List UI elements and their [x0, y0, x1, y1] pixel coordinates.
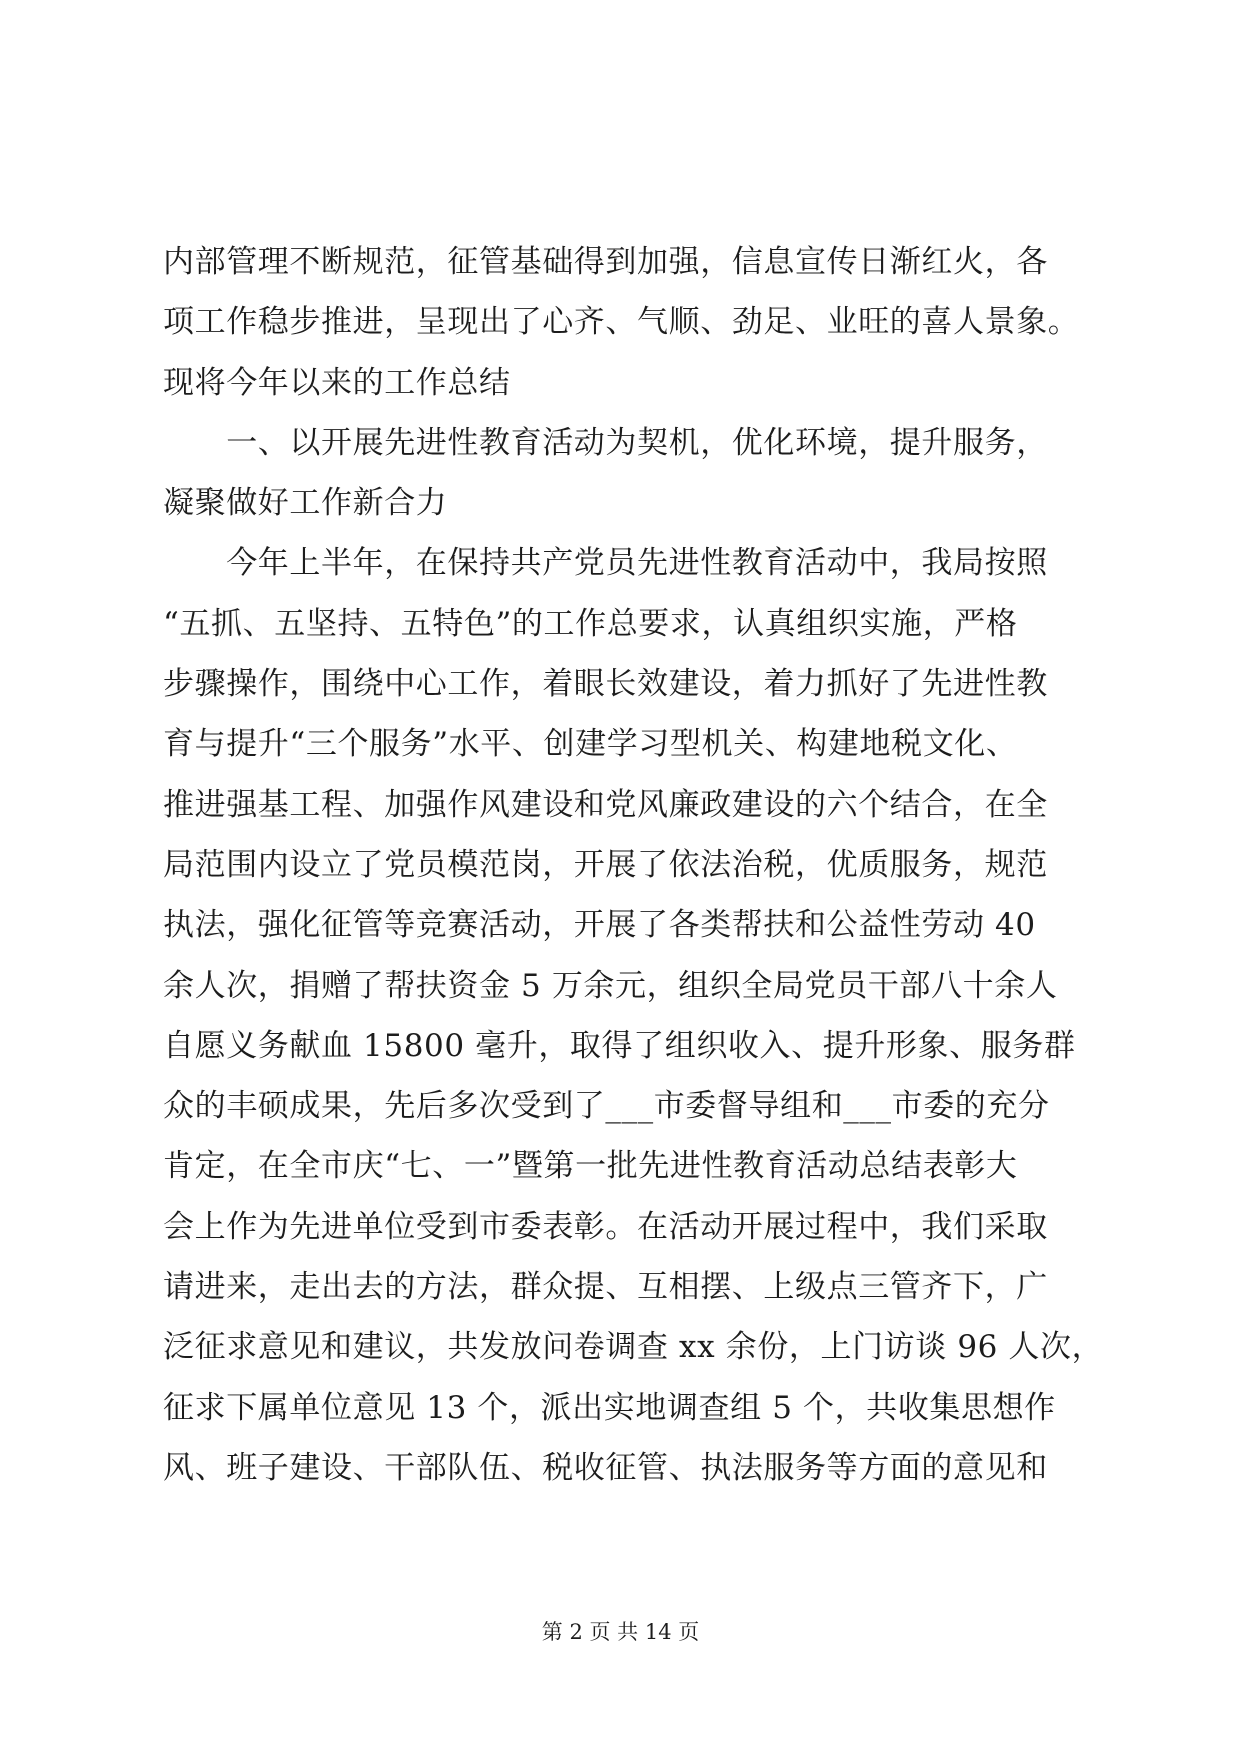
text-line: 自愿义务献血 15800 毫升，取得了组织收入、提升形象、服务群	[163, 1027, 1076, 1064]
text-line: 局范围内设立了党员模范岗，开展了依法治税，优质服务，规范	[163, 846, 1048, 883]
text-line: 泛征求意见和建议，共发放问卷调查 xx 余份，上门访谈 96 人次，	[163, 1329, 1104, 1366]
text-line: 项工作稳步推进，呈现出了心齐、气顺、劲足、业旺的喜人景象。	[163, 304, 1080, 341]
text-line: 执法，强化征管等竞赛活动，开展了各类帮扶和公益性劳动 40	[163, 907, 1036, 944]
text-line: 请进来，走出去的方法，群众提、互相摆、上级点三管齐下，广	[163, 1269, 1048, 1306]
text-line: 现将今年以来的工作总结	[163, 364, 511, 401]
text-line: 余人次，捐赠了帮扶资金 5 万余元，组织全局党员干部八十余人	[163, 967, 1058, 1004]
section-heading: 凝聚做好工作新合力	[163, 485, 448, 522]
text-line: 肯定，在全市庆“七、一”暨第一批先进性教育活动总结表彰大	[163, 1148, 1018, 1185]
text-line: 育与提升“三个服务”水平、创建学习型机关、构建地税文化、	[163, 726, 1018, 763]
text-line: 今年上半年，在保持共产党员先进性教育活动中，我局按照	[163, 545, 1048, 582]
section-heading: 一、以开展先进性教育活动为契机，优化环境，提升服务，	[163, 424, 1048, 461]
text-line: 征求下属单位意见 13 个，派出实地调查组 5 个，共收集思想作	[163, 1389, 1056, 1426]
page-number-footer: 第 2 页 共 14 页	[541, 1620, 700, 1644]
text-line: 风、班子建设、干部队伍、税收征管、执法服务等方面的意见和	[163, 1449, 1048, 1486]
text-line: 推进强基工程、加强作风建设和党风廉政建设的六个结合，在全	[163, 786, 1048, 823]
body-text	[163, 232, 1104, 1498]
text-line: 众的丰硕成果，先后多次受到了___市委督导组和___市委的充分	[163, 1088, 1050, 1125]
text-line: 会上作为先进单位受到市委表彰。在活动开展过程中，我们采取	[163, 1208, 1048, 1245]
text-line: 步骤操作，围绕中心工作，着眼长效建设，着力抓好了先进性教	[163, 666, 1048, 703]
text-line: “五抓、五坚持、五特色”的工作总要求，认真组织实施，严格	[163, 605, 1018, 642]
text-line: 内部管理不断规范，征管基础得到加强，信息宣传日渐红火，各	[163, 244, 1048, 280]
